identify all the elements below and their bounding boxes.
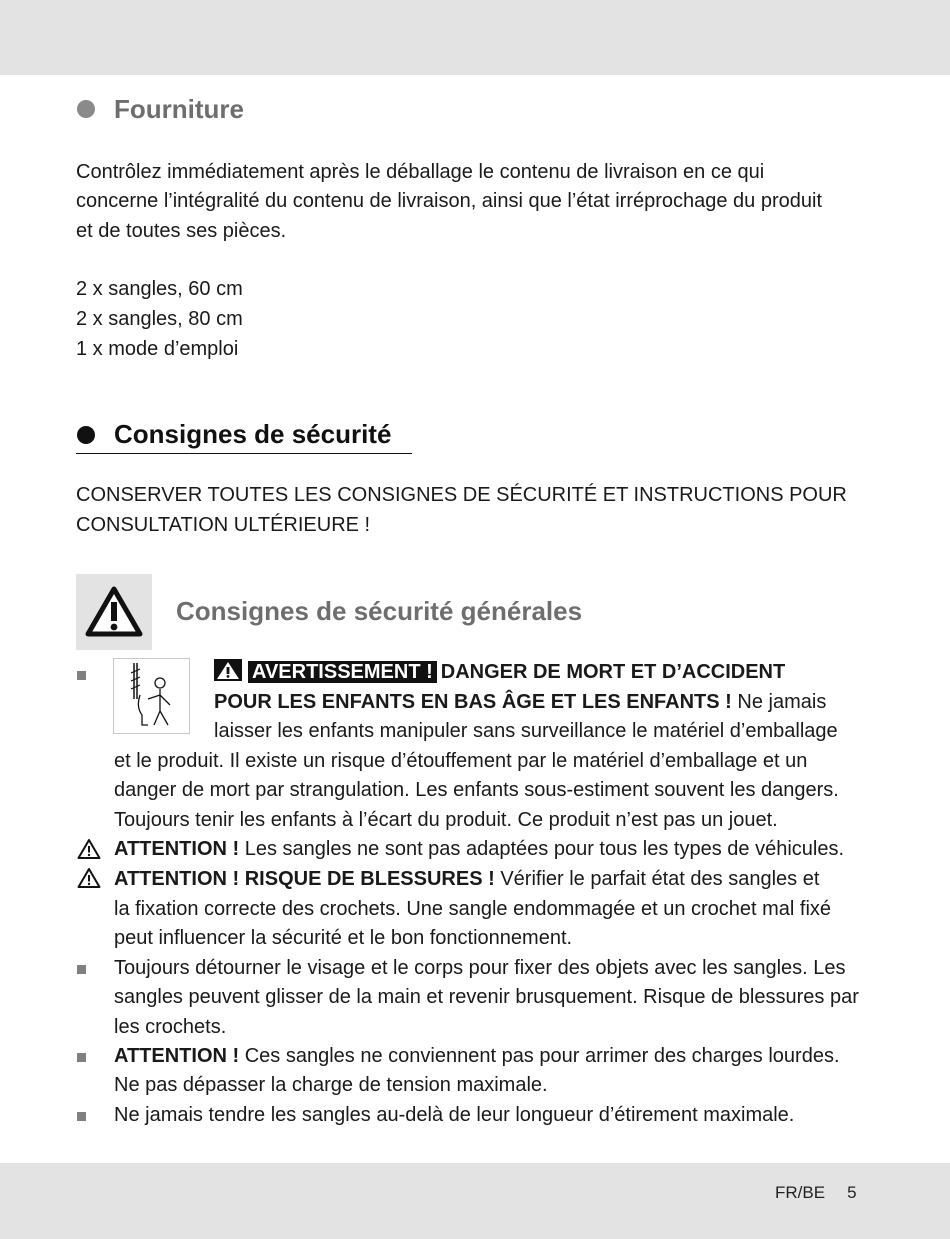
attention-label: ATTENTION ! RISQUE DE BLESSURES ! — [114, 868, 495, 890]
section-title-supply: Fourniture — [114, 94, 244, 124]
supply-item: 1 x mode d’emploi — [76, 338, 239, 360]
section-bullet — [77, 426, 95, 444]
warning-line-5: danger de mort par strangulation. Les enfants sous-estiment souvent les dangers. — [114, 779, 839, 801]
keep-instructions-line: CONSULTATION ULTÉRIEURE ! — [76, 514, 371, 536]
list-item-line: Ne jamais tendre les sangles au-delà de leur longueur d’étirement maximale. — [114, 1104, 795, 1126]
page-number: 5 — [847, 1183, 857, 1202]
list-item-line — [114, 1042, 840, 1072]
caution-triangle-icon — [77, 867, 101, 889]
warning-line-3: laisser les enfants manipuler sans surveillance le matériel d’emballage — [214, 720, 838, 742]
page-footer — [775, 1183, 857, 1203]
warning-triangle-icon — [214, 659, 242, 681]
keep-instructions-line: CONSERVER TOUTES LES CONSIGNES DE SÉCURITÉ ET INSTRUCTIONS POUR — [76, 484, 847, 506]
supply-item: 2 x sangles, 80 cm — [76, 308, 243, 330]
warning-sign-box — [76, 574, 152, 650]
child-strangulation-icon — [113, 658, 190, 734]
attention-label: ATTENTION ! — [114, 838, 240, 860]
supply-intro-line: et de toutes ses pièces. — [76, 220, 287, 242]
warning-line-6: Toujours tenir les enfants à l’écart du produit. Ce produit n’est pas un jouet. — [114, 809, 778, 831]
supply-intro-line: concerne l’intégralité du contenu de livraison, ainsi que l’état irréprochage du produit — [76, 190, 823, 212]
supply-intro-line: Contrôlez immédiatement après le déballage le contenu de livraison en ce qui — [76, 161, 765, 183]
list-item-line: Toujours détourner le visage et le corps pour fixer des objets avec les sangles. Les — [114, 957, 846, 979]
warning-line-2 — [214, 688, 826, 718]
section-title-safety: Consignes de sécurité — [114, 419, 392, 449]
warning-line-1 — [214, 658, 785, 688]
bullet-square — [77, 965, 86, 974]
header-band — [0, 0, 950, 75]
bullet-square — [77, 671, 86, 680]
attention-label: ATTENTION ! — [114, 1045, 240, 1067]
general-safety-title: Consignes de sécurité générales — [176, 596, 583, 626]
attention-text: Vérifier le parfait état des sangles et — [494, 868, 820, 890]
warning-triangle-icon — [76, 574, 152, 650]
title-underline — [76, 453, 412, 454]
attention-text: Ces sangles ne conviennent pas pour arrimer des charges lourdes. — [239, 1045, 840, 1067]
footer-language: FR/BE — [775, 1183, 826, 1202]
warning-text: Ne jamais — [731, 691, 827, 713]
list-item-line: sangles peuvent glisser de la main et revenir brusquement. Risque de blessures par — [114, 986, 859, 1008]
list-item-line: Ne pas dépasser la charge de tension maximale. — [114, 1074, 548, 1096]
caution-triangle-icon — [77, 838, 101, 860]
bullet-square — [77, 1112, 86, 1121]
attention-line: la fixation correcte des crochets. Une sangle endommagée et un crochet mal fixé — [114, 898, 832, 920]
attention-line — [114, 835, 844, 865]
attention-line: peut influencer la sécurité et le bon fonctionnement. — [114, 927, 573, 949]
section-bullet — [77, 100, 95, 118]
attention-text: Les sangles ne sont pas adaptées pour tous les types de véhicules. — [239, 838, 845, 860]
warning-label: AVERTISSEMENT ! — [248, 661, 437, 683]
bullet-square — [77, 1053, 86, 1062]
warning-heading: DANGER DE MORT ET D’ACCIDENT — [440, 661, 786, 683]
supply-item: 2 x sangles, 60 cm — [76, 278, 243, 300]
warning-line-4: et le produit. Il existe un risque d’étouffement par le matériel d’emballage et un — [114, 750, 808, 772]
attention-line — [114, 865, 819, 895]
list-item-line: les crochets. — [114, 1016, 227, 1038]
warning-heading: POUR LES ENFANTS EN BAS ÂGE ET LES ENFANTS ! — [214, 691, 732, 713]
